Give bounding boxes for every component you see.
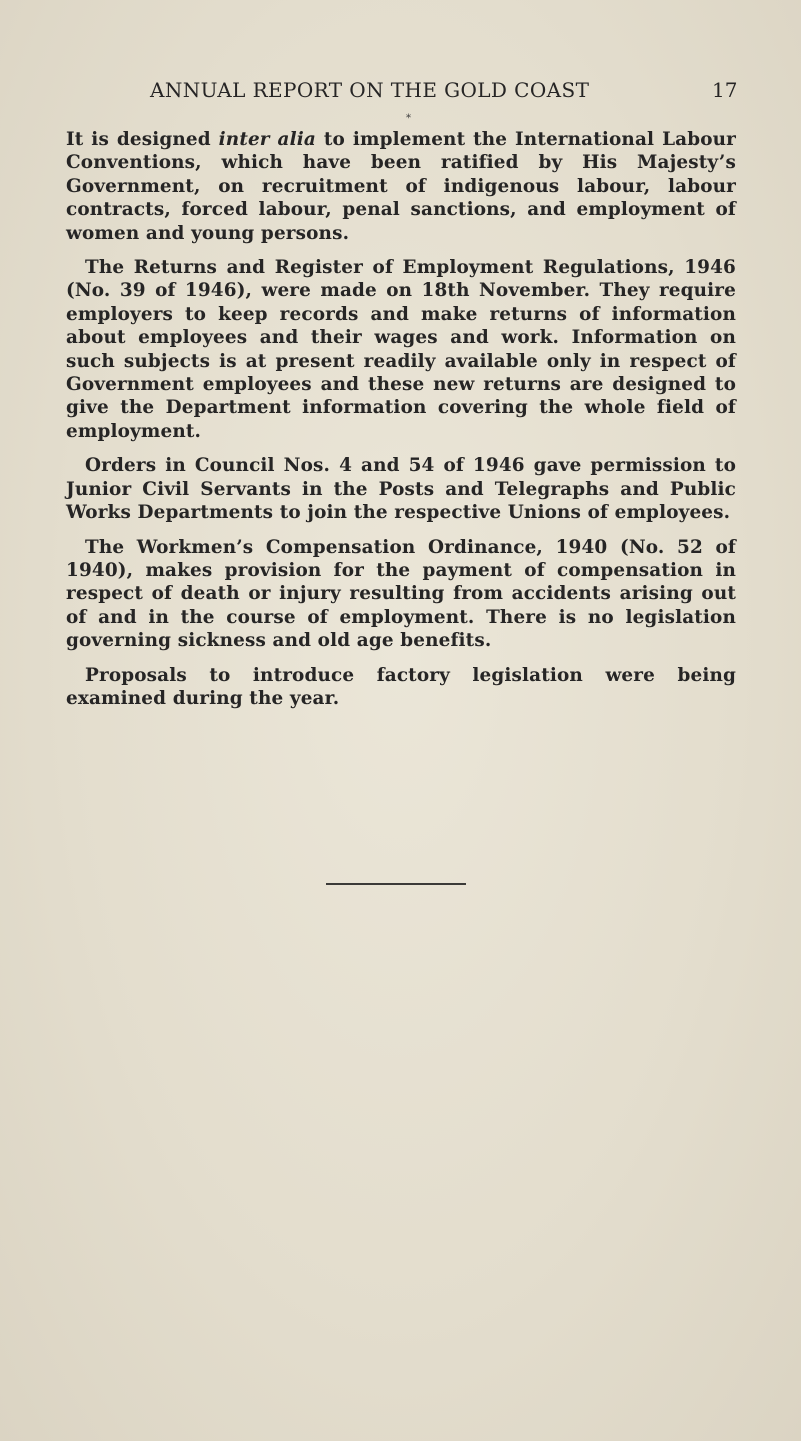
paragraph-prefix: It is designed — [66, 129, 219, 150]
section-divider — [326, 883, 466, 885]
paragraph-orders-in-council: Orders in Council Nos. 4 and 54 of 1946 gave permission to Junior Civil Servants in the Posts and Telegraphs and Public Works Departments to join the respective Unions of employees. — [66, 455, 736, 524]
printer-mark: * — [406, 113, 411, 124]
running-head — [0, 78, 801, 108]
paragraph-suffix: to implement the International Labour Conventions, which have been ratified by His Majesty’s Government, on recruitment of indigenous labour, labour contracts, forced labour, penal sanctions, and employment of women and young persons. — [66, 129, 736, 244]
italic-phrase: inter alia — [218, 129, 316, 150]
paragraph-conventions — [66, 128, 736, 245]
paragraph-workmens-compensation: The Workmen’s Compensation Ordinance, 1940 (No. 52 of 1940), makes provision for the payment of compensation in respect of death or injury resulting from accidents arising out of and in the course of employment. There is no legislation governing sickness and old age benefits. — [66, 536, 736, 652]
body-text — [66, 128, 736, 721]
paragraph-returns-register: The Returns and Register of Employment Regulations, 1946 (No. 39 of 1946), were made on 18th November. They require employers to keep records and make returns of information about employees and their wages and work. Information on such subjects is at present readily available only in respect of Government employees and these new returns are designed to give the Department information covering the whole field of employment. — [66, 257, 736, 442]
running-title: ANNUAL REPORT ON THE GOLD COAST — [150, 78, 590, 102]
page-number: 17 — [712, 78, 738, 102]
paragraph-factory-legislation: Proposals to introduce factory legislation were being examined during the year. — [66, 664, 736, 709]
